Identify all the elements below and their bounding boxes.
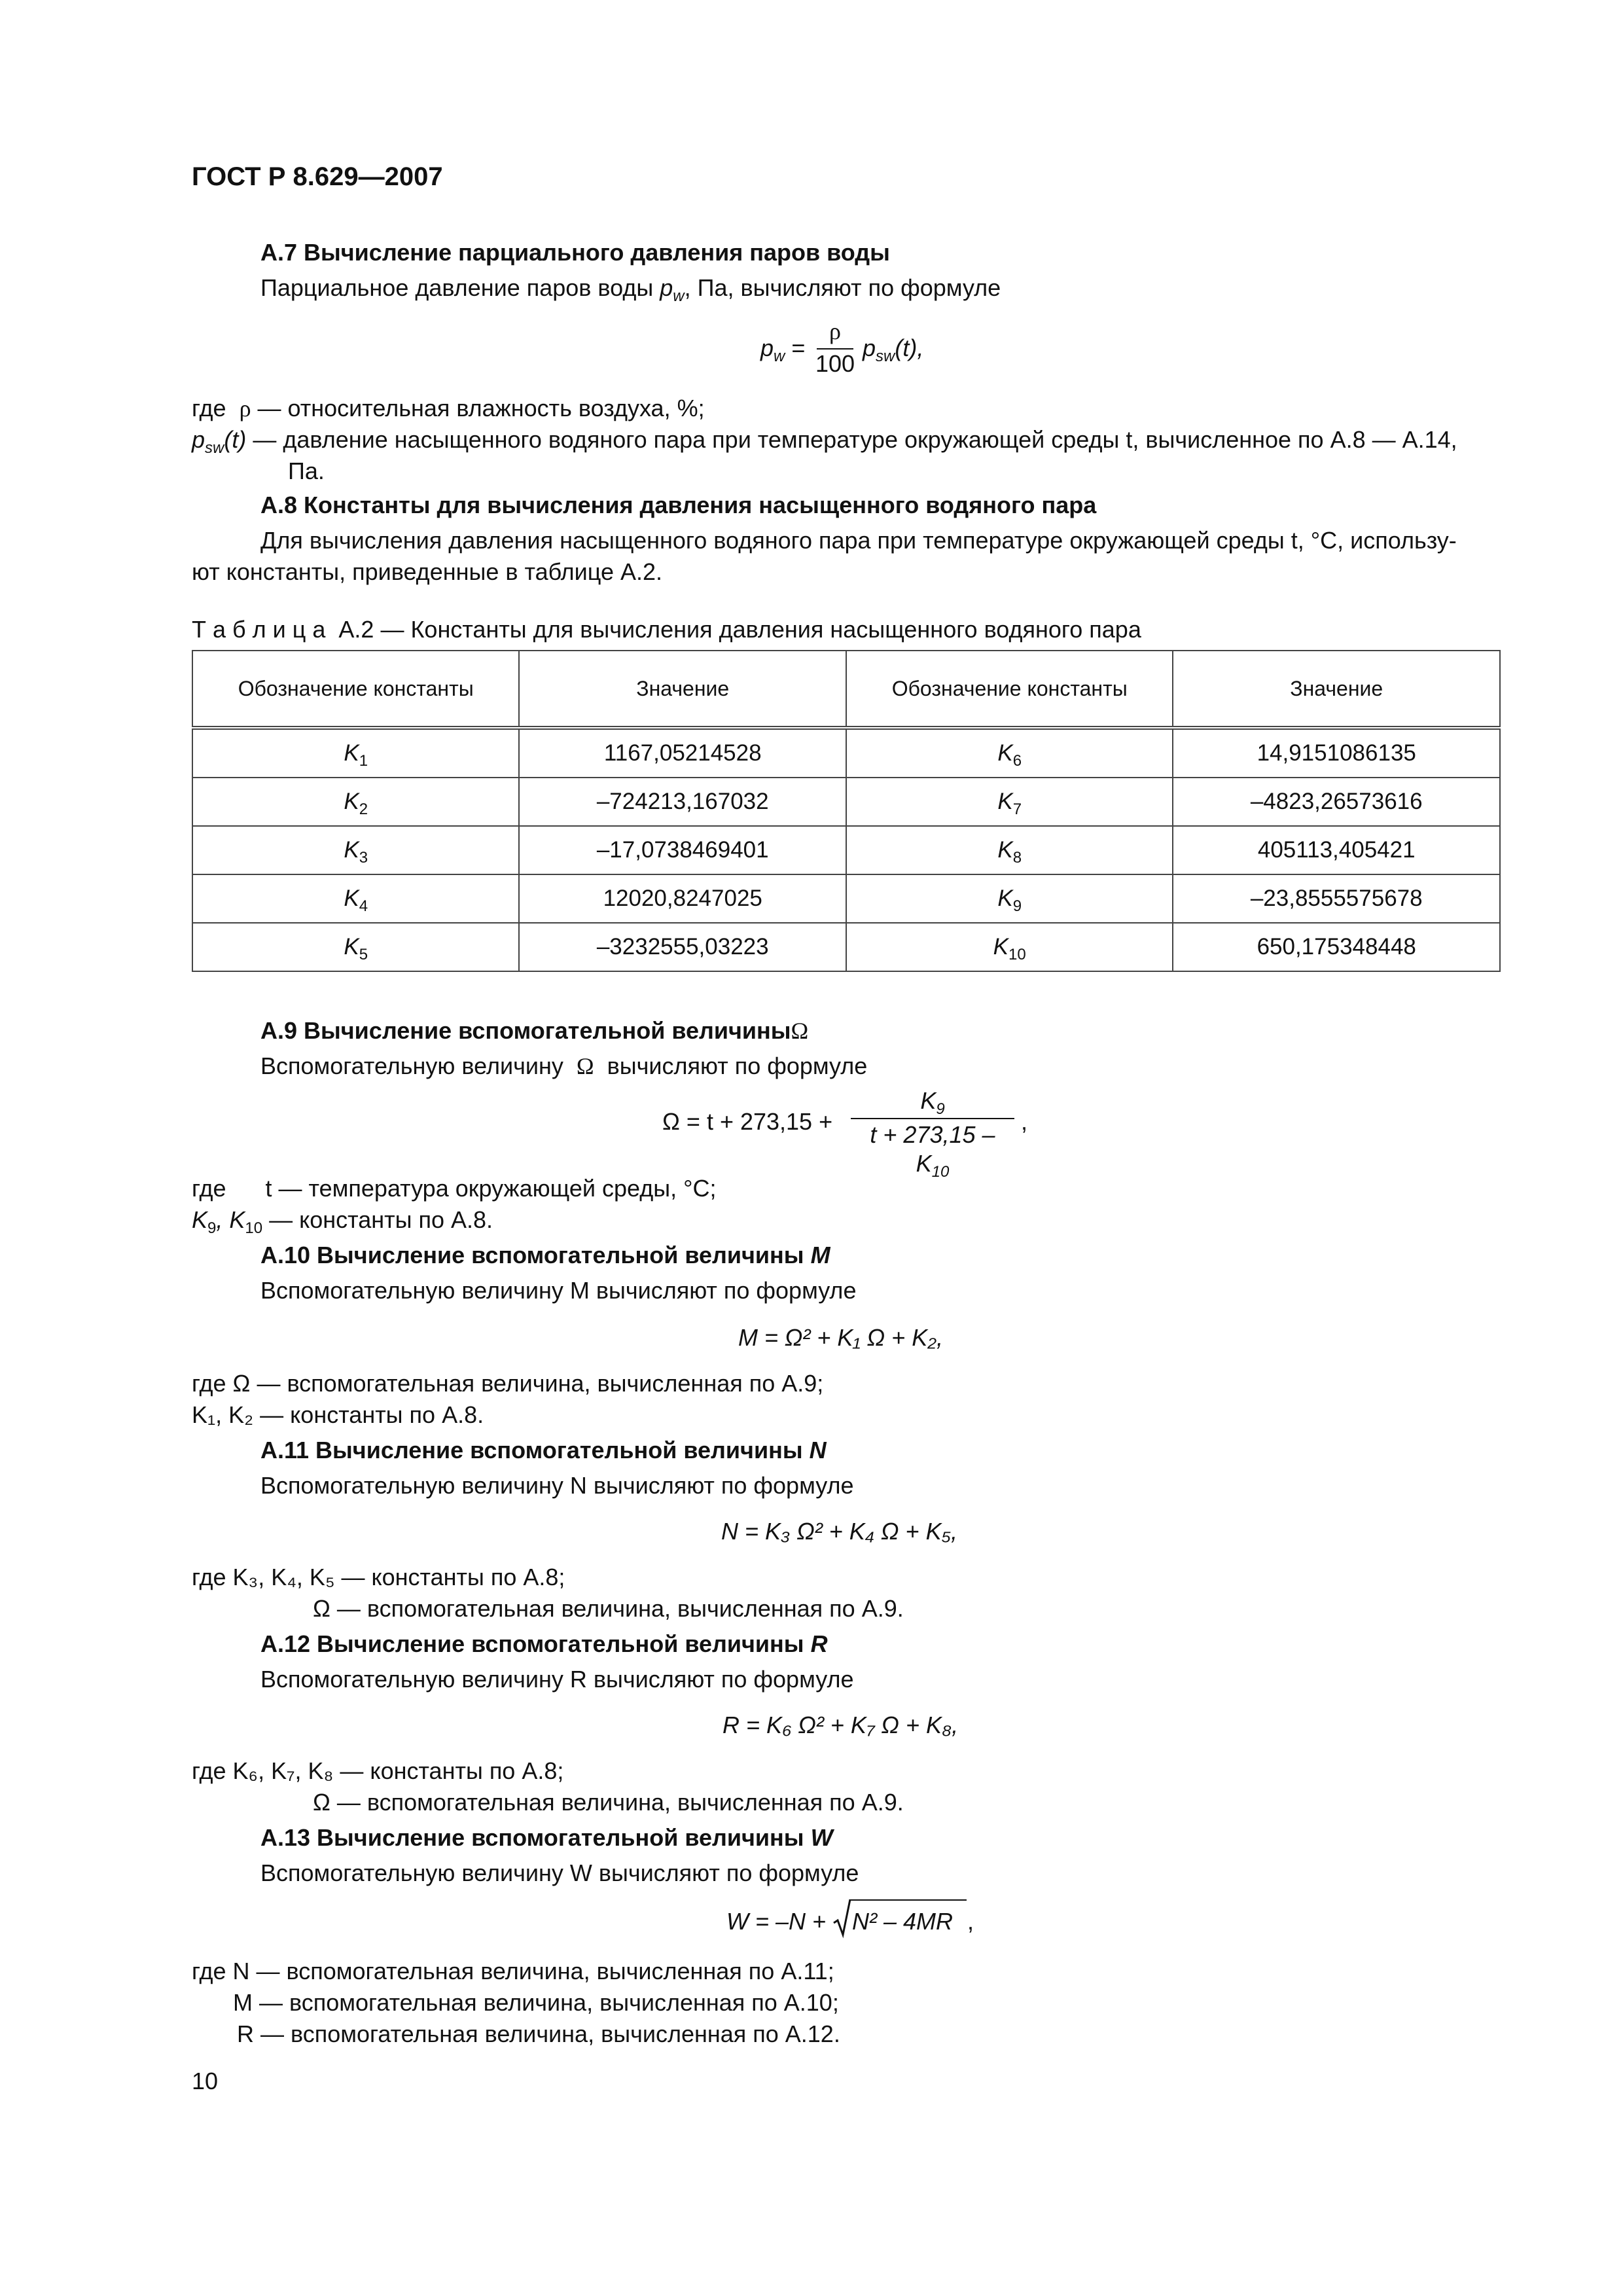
formula-a10: M = Ω² + K₁ Ω + K₂, [738,1324,943,1351]
constant-name: $K_2$ [192,778,519,826]
constant-value: 405113,405421 [1173,826,1500,874]
formula-a12: R = K₆ Ω² + K₇ Ω + K₈, [722,1712,959,1738]
a7-where-rho: где ρ — относительная влажность воздуха, %; [192,395,705,422]
formula-a9-lhs: Ω = t + 273,15 + [662,1108,833,1135]
a7-where-psw: $p_{sw}(t)$ — давление насыщенного водяного пара при температуре окружающей среды t, вычисленное по А.8 — А.14, [192,426,1457,457]
constant-name: $K_1$ [192,728,519,778]
a7-where-psw-unit: Па. [288,457,325,484]
formula-a9-tail: , [1021,1108,1028,1135]
section-a7-title: А.7 Вычисление парциального давления паров воды [260,239,890,266]
constant-name: $K_9$ [846,874,1173,923]
constant-name: $K_3$ [192,826,519,874]
a13-where-n: где N — вспомогательная величина, вычисленная по А.11; [192,1958,834,1984]
section-a10-title: А.10 Вычисление вспомогательной величины M [260,1242,830,1268]
table-header-cell: Значение [519,651,846,728]
constant-value: –3232555,03223 [519,923,846,971]
formula-a9-fraction-line [851,1118,1014,1119]
table-header-cell: Обозначение константы [846,651,1173,728]
table-row [192,874,1500,923]
constant-name: $K_6$ [846,728,1173,778]
section-a7-intro: Парциальное давление паров воды $p_w$, Па, вычисляют по формуле [260,274,1001,305]
a12-where-omega: Ω — вспомогательная величина, вычисленная по А.9. [313,1789,904,1816]
a12-where-k: где K₆, K₇, K₈ — константы по А.8; [192,1757,564,1784]
constant-name: $K_8$ [846,826,1173,874]
section-a8-text-2: ют константы, приведенные в таблице А.2. [192,558,662,585]
formula-a11: N = K₃ Ω² + K₄ Ω + K₅, [721,1518,958,1545]
section-a11-title: А.11 Вычисление вспомогательной величины N [260,1437,827,1463]
table-row [192,778,1500,826]
table-header-cell: Обозначение константы [192,651,519,728]
constant-value: –23,8555575678 [1173,874,1500,923]
table-header-row [192,651,1500,728]
formula-a7-numerator: ρ [829,318,841,344]
constant-name: $K_{10}$ [846,923,1173,971]
section-a10-intro: Вспомогательную величину M вычисляют по формуле [260,1277,857,1304]
table-header-cell: Значение [1173,651,1500,728]
a11-where-k: где K₃, K₄, K₅ — константы по А.8; [192,1564,565,1590]
constant-name: $K_7$ [846,778,1173,826]
section-a12-title: А.12 Вычисление вспомогательной величины R [260,1630,828,1657]
constant-value: –4823,26573616 [1173,778,1500,826]
constant-value: 14,9151086135 [1173,728,1500,778]
formula-a9-denominator: $t + 273,15 - K_{10}$ [870,1121,995,1181]
formula-a13-radicand: N² – 4MR [852,1908,954,1935]
section-a11-intro: Вспомогательную величину N вычисляют по формуле [260,1472,854,1499]
section-a13-intro: Вспомогательную величину W вычисляют по формуле [260,1859,859,1886]
constant-value: 1167,05214528 [519,728,846,778]
table-caption: Т а б л и ц а А.2 — Константы для вычисления давления насыщенного водяного пара [192,616,1141,643]
page-number: 10 [192,2068,219,2094]
formula-a7: $p_w$ = [760,334,806,365]
a13-where-r: R — вспомогательная величина, вычисленная по А.12. [237,2020,840,2047]
formula-a7-denominator: 100 [815,350,855,377]
table-row [192,826,1500,874]
a9-where-k: $K_9$, $K_{10}$ — константы по А.8. [192,1206,493,1237]
section-a9-title: А.9 Вычисление вспомогательной величиныΩ [260,1017,809,1044]
formula-a13-tail: , [967,1908,974,1935]
formula-a9-numerator: $K_9$ [920,1087,945,1118]
constant-value: –17,0738469401 [519,826,846,874]
a13-where-m: M — вспомогательная величина, вычисленная по А.10; [233,1989,839,2016]
constant-value: –724213,167032 [519,778,846,826]
formula-a13-lhs: W = –N + [726,1908,827,1935]
a9-where-t: где t — температура окружающей среды, °С; [192,1175,717,1202]
table-row [192,923,1500,971]
constant-name: $K_4$ [192,874,519,923]
section-a8-text-1: Для вычисления давления насыщенного водяного пара при температуре окружающей среды t, °С, использу- [260,527,1457,554]
constant-value: 12020,8247025 [519,874,846,923]
section-a8-title: А.8 Константы для вычисления давления насыщенного водяного пара [260,492,1097,518]
section-a9-intro: Вспомогательную величину Ω вычисляют по формуле [260,1052,868,1079]
section-a13-title: А.13 Вычисление вспомогательной величины W [260,1824,833,1851]
a10-where-omega: где Ω — вспомогательная величина, вычисленная по А.9; [192,1370,824,1397]
section-a12-intro: Вспомогательную величину R вычисляют по формуле [260,1666,854,1693]
document-header: ГОСТ Р 8.629—2007 [192,162,443,191]
formula-a7-rhs: $p_{sw}(t)$, [863,334,924,365]
constants-table [192,650,1501,972]
a11-where-omega: Ω — вспомогательная величина, вычисленная по А.9. [313,1595,904,1622]
constant-value: 650,175348448 [1173,923,1500,971]
sqrt-bar [850,1899,967,1901]
constant-name: $K_5$ [192,923,519,971]
table-row [192,728,1500,778]
sqrt-icon [832,1897,852,1939]
a10-where-k: K₁, K₂ — константы по А.8. [192,1401,484,1428]
